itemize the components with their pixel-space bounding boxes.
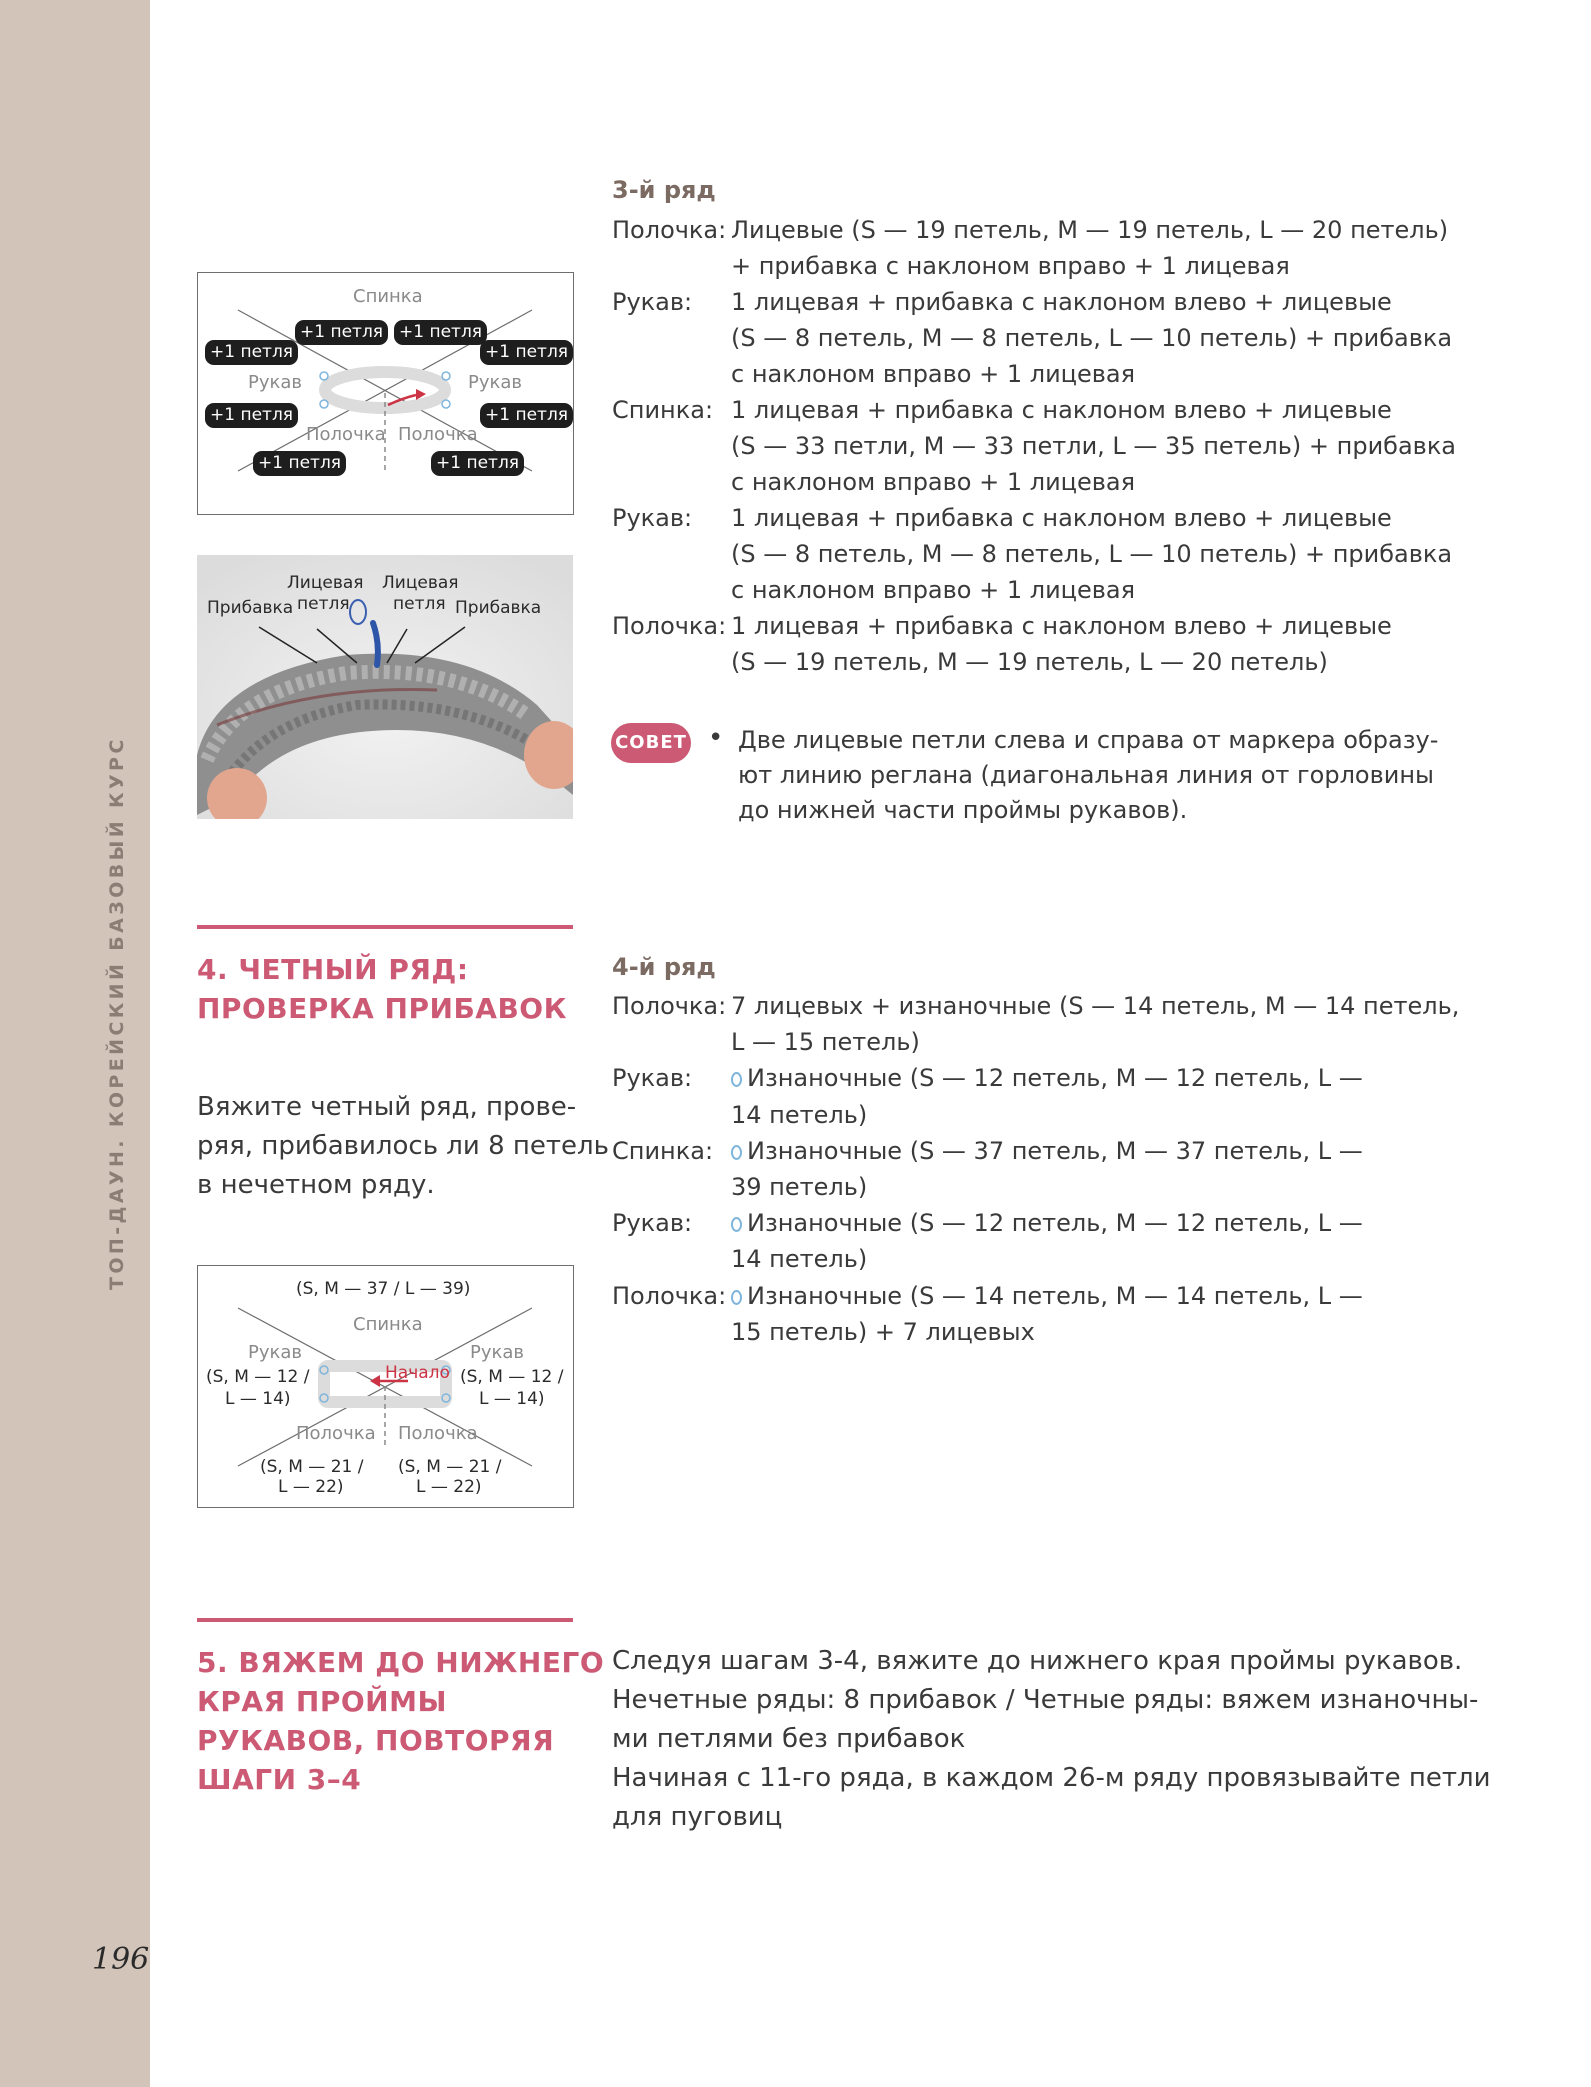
section5-title bbox=[197, 1643, 604, 1799]
section5-body bbox=[612, 1642, 1491, 1837]
advice-line: до нижней части проймы рукавов). bbox=[738, 796, 1188, 824]
row4-instruction-text bbox=[731, 1133, 1363, 1169]
row3-instruction-value: с наклоном вправо + 1 лицевая bbox=[731, 468, 1136, 496]
label-start: Начало bbox=[385, 1363, 450, 1383]
row4-instruction-value: 15 петель) + 7 лицевых bbox=[731, 1317, 1035, 1346]
sleeve-right-count: L — 14) bbox=[479, 1389, 545, 1409]
label-sleeve-left: Рукав bbox=[248, 372, 303, 393]
section5-body-line: Нечетные ряды: 8 прибавок / Четные ряды: вяжем изнаночны- bbox=[612, 1685, 1479, 1715]
section4-body-line: Вяжите четный ряд, прове- bbox=[197, 1092, 577, 1122]
label-sleeve-right: Рукав bbox=[470, 1342, 525, 1363]
row3-instruction-text bbox=[731, 608, 1392, 644]
section4-body-line: ряя, прибавилось ли 8 петель bbox=[197, 1131, 609, 1161]
photo-label-knit-left-2: петля bbox=[297, 594, 350, 614]
stitch-marker-icon bbox=[731, 1217, 742, 1232]
row3-instruction-text bbox=[731, 536, 1452, 572]
photo-label-knit-right-2: петля bbox=[393, 594, 446, 614]
advice-badge: СОВЕТ bbox=[611, 723, 691, 763]
label-back: Спинка bbox=[353, 286, 423, 307]
label-back: Спинка bbox=[353, 1314, 423, 1335]
label-front-left: Полочка bbox=[306, 424, 386, 445]
row3-instruction-text bbox=[731, 644, 1328, 680]
row4-part-label: Полочка: bbox=[612, 992, 727, 1020]
diagram-lines bbox=[198, 273, 573, 514]
row3-instruction-text bbox=[731, 356, 1135, 392]
stitch-marker-icon bbox=[731, 1290, 742, 1305]
advice-line: Две лицевые петли слева и справа от маркера образу- bbox=[738, 726, 1439, 754]
running-title: ТОП-ДАУН. КОРЕЙСКИЙ БАЗОВЫЙ КУРС bbox=[106, 736, 128, 1290]
section4-rule bbox=[197, 925, 573, 929]
knitting-photo bbox=[197, 555, 573, 819]
increase-chip: +1 петля bbox=[480, 403, 573, 428]
knitting-photo-drawing bbox=[197, 555, 573, 819]
row4-part-label: Полочка: bbox=[612, 1281, 727, 1310]
row4-instruction-value: 14 петель) bbox=[731, 1100, 868, 1129]
increase-chip: +1 петля bbox=[205, 340, 298, 365]
row4-instruction-text bbox=[731, 1169, 867, 1205]
row4-instruction-value: 14 петель) bbox=[731, 1245, 868, 1274]
row3-instruction-text bbox=[731, 248, 1290, 284]
row4-instruction-value: Изнаночные (S — 12 петель, M — 12 петель, L — bbox=[747, 1064, 1363, 1093]
advice-text bbox=[738, 723, 1438, 828]
row3-instruction-value: (S — 8 петель, M — 8 петель, L — 10 петель) + прибавка bbox=[731, 324, 1453, 352]
section5-body-line: для пуговиц bbox=[612, 1802, 783, 1832]
label-sleeve-right: Рукав bbox=[468, 372, 523, 393]
row3-instruction-text bbox=[731, 572, 1135, 608]
row3-instruction-value: 1 лицевая + прибавка с наклоном влево + лицевые bbox=[731, 396, 1392, 424]
advice-bullet: • bbox=[708, 723, 724, 753]
row3-instruction-text bbox=[731, 320, 1452, 356]
increase-chip: +1 петля bbox=[205, 403, 298, 428]
row4-instruction-text bbox=[731, 1278, 1363, 1314]
section5-body-line: Следуя шагам 3-4, вяжите до нижнего края проймы рукавов. bbox=[612, 1646, 1463, 1676]
row4-instruction-text bbox=[731, 1024, 920, 1060]
page-number: 196 bbox=[92, 1942, 150, 1977]
row4-instruction-text bbox=[731, 1241, 867, 1277]
section5-title-line: РУКАВОВ, ПОВТОРЯЯ bbox=[197, 1724, 555, 1757]
row4-instruction-value: Изнаночные (S — 14 петель, M — 14 петель, L — bbox=[747, 1281, 1363, 1310]
row3-part-label: Спинка: bbox=[612, 396, 714, 424]
section4-body-line: в нечетном ряду. bbox=[197, 1170, 435, 1200]
row4-instruction-text bbox=[731, 1314, 1035, 1350]
label-front-right: Полочка bbox=[398, 424, 478, 445]
section5-title-line: КРАЯ ПРОЙМЫ bbox=[197, 1685, 447, 1718]
increase-chip: +1 петля bbox=[480, 340, 573, 365]
row4-part-label: Спинка: bbox=[612, 1136, 714, 1165]
row3-instruction-value: + прибавка с наклоном вправо + 1 лицевая bbox=[731, 252, 1290, 280]
section5-body-line: Начиная с 11-го ряда, в каждом 26-м ряду провязывайте петли bbox=[612, 1763, 1491, 1793]
raglan-diagram-increases bbox=[197, 272, 574, 515]
row3-instruction-text bbox=[731, 212, 1448, 248]
stitch-marker-icon bbox=[731, 1145, 742, 1160]
row3-instruction-value: с наклоном вправо + 1 лицевая bbox=[731, 360, 1136, 388]
label-sleeve-left: Рукав bbox=[248, 1342, 303, 1363]
section4-title-line: ПРОВЕРКА ПРИБАВОК bbox=[197, 992, 567, 1025]
row3-instruction-text bbox=[731, 500, 1392, 536]
section4-body bbox=[197, 1088, 609, 1205]
advice-line: ют линию реглана (диагональная линия от горловины bbox=[738, 761, 1434, 789]
row3-heading: 3-й ряд bbox=[612, 176, 716, 204]
row3-instruction-value: 1 лицевая + прибавка с наклоном влево + лицевые bbox=[731, 504, 1392, 532]
front-right-count: (S, M — 21 / bbox=[398, 1457, 502, 1477]
front-left-count: (S, M — 21 / bbox=[260, 1457, 364, 1477]
row3-part-label: Рукав: bbox=[612, 504, 693, 532]
row3-part-label: Рукав: bbox=[612, 288, 693, 316]
row3-instruction-text bbox=[731, 284, 1392, 320]
row4-instruction-text bbox=[731, 1205, 1363, 1241]
row3-instruction-value: с наклоном вправо + 1 лицевая bbox=[731, 576, 1136, 604]
photo-label-knit-left-1: Лицевая bbox=[287, 573, 364, 593]
row4-instruction-text bbox=[731, 1060, 1363, 1096]
label-front-left: Полочка bbox=[296, 1423, 376, 1444]
stitch-marker-icon bbox=[731, 1072, 742, 1087]
photo-label-increase-right: Прибавка bbox=[455, 598, 542, 618]
section4-title bbox=[197, 950, 567, 1028]
section5-title-line: 5. ВЯЖЕМ ДО НИЖНЕГО bbox=[197, 1646, 605, 1679]
back-count: (S, M — 37 / L — 39) bbox=[296, 1279, 471, 1299]
row3-instruction-value: 1 лицевая + прибавка с наклоном влево + лицевые bbox=[731, 612, 1392, 640]
photo-label-knit-right-1: Лицевая bbox=[382, 573, 459, 593]
row3-instruction-text bbox=[731, 428, 1456, 464]
row4-instruction-value: L — 15 петель) bbox=[731, 1028, 920, 1057]
row4-part-label: Рукав: bbox=[612, 1064, 693, 1093]
section4-title-line: 4. ЧЕТНЫЙ РЯД: bbox=[197, 953, 469, 986]
section5-body-line: ми петлями без прибавок bbox=[612, 1724, 966, 1754]
row4-part-label: Рукав: bbox=[612, 1209, 693, 1238]
row4-instruction-text bbox=[731, 1097, 867, 1133]
row3-instruction-text bbox=[731, 392, 1392, 428]
row3-instruction-value: 1 лицевая + прибавка с наклоном влево + лицевые bbox=[731, 288, 1392, 316]
row4-instruction-value: Изнаночные (S — 12 петель, M — 12 петель, L — bbox=[747, 1209, 1363, 1238]
sleeve-left-count: (S, M — 12 / bbox=[206, 1367, 310, 1387]
label-front-right: Полочка bbox=[398, 1423, 478, 1444]
row3-instruction-value: Лицевые (S — 19 петель, M — 19 петель, L — 20 петель) bbox=[731, 216, 1449, 244]
photo-label-increase-left: Прибавка bbox=[207, 598, 294, 618]
row3-part-label: Полочка: bbox=[612, 612, 727, 640]
row3-instruction-text bbox=[731, 464, 1135, 500]
row3-part-label: Полочка: bbox=[612, 216, 727, 244]
sleeve-right-count: (S, M — 12 / bbox=[460, 1367, 564, 1387]
row4-instruction-value: Изнаночные (S — 37 петель, M — 37 петель, L — bbox=[747, 1136, 1363, 1165]
row3-instruction-value: (S — 19 петель, M — 19 петель, L — 20 петель) bbox=[731, 648, 1328, 676]
sleeve-left-count: L — 14) bbox=[225, 1389, 291, 1409]
increase-chip: +1 петля bbox=[394, 320, 487, 345]
row4-heading: 4-й ряд bbox=[612, 953, 716, 981]
front-left-count: L — 22) bbox=[278, 1477, 344, 1497]
section5-rule bbox=[197, 1618, 573, 1622]
section5-title-line: ШАГИ 3–4 bbox=[197, 1763, 362, 1796]
increase-chip: +1 петля bbox=[295, 320, 388, 345]
row3-instruction-value: (S — 8 петель, M — 8 петель, L — 10 петель) + прибавка bbox=[731, 540, 1453, 568]
increase-chip: +1 петля bbox=[431, 451, 524, 476]
increase-chip: +1 петля bbox=[253, 451, 346, 476]
row4-instruction-value: 39 петель) bbox=[731, 1173, 868, 1201]
row3-instruction-value: (S — 33 петли, M — 33 петли, L — 35 петель) + прибавка bbox=[731, 432, 1457, 460]
front-right-count: L — 22) bbox=[416, 1477, 482, 1497]
raglan-diagram-stitch-counts bbox=[197, 1265, 574, 1508]
row4-instruction-value: 7 лицевых + изнаночные (S — 14 петель, M — 14 петель, bbox=[731, 992, 1460, 1020]
row4-instruction-text bbox=[731, 988, 1459, 1024]
